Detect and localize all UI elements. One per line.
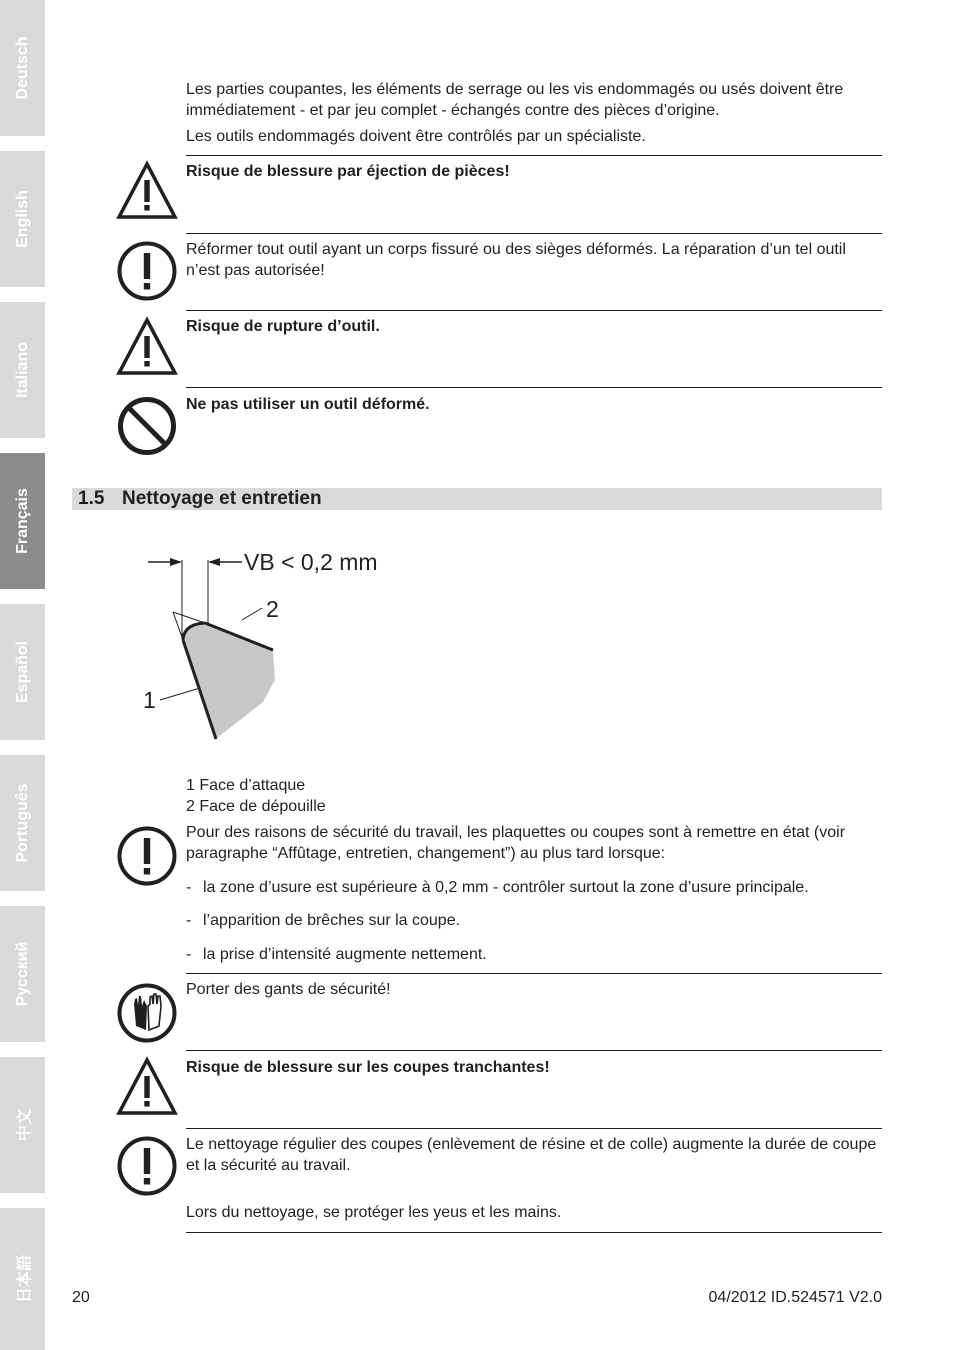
sidebar-tab-deutsch[interactable] [0,0,45,136]
mandatory-exclamation-icon [116,1135,178,1197]
bullet-dash: - [186,879,192,896]
document-id: 04/2012 ID.524571 V2.0 [708,1289,882,1306]
arrow-left-icon [208,558,220,566]
intro-paragraph-1: Les parties coupantes, les éléments de serrage ou les vis endommagés ou usés doivent être immédiatement - et par jeu complet - échangés contre des pièces d’origine. [186,81,844,119]
warning-triangle-icon [116,316,178,378]
sidebar-tab-chinese[interactable] [0,1057,45,1193]
arrow-right-icon [170,558,182,566]
sidebar-tab-espanol[interactable] [0,604,45,740]
wear-limit-label: VB < 0,2 mm [244,549,378,575]
sidebar-tab-italiano[interactable] [0,302,45,438]
sidebar-tab-label: Español [13,640,31,704]
divider [186,387,882,388]
sidebar-tab-label: Deutsch [13,36,31,100]
notice-cleaning: Le nettoyage régulier des coupes (enlèvement de résine et de colle) augmente la durée de coupe et la sécurité au travail. [186,1136,877,1174]
sidebar-tab-label: Português [13,783,31,863]
sidebar-tab-label: 中文 [16,1108,33,1142]
list-item: la prise d’intensité augmente nettement. [203,946,487,963]
list-item: la zone d’usure est supérieure à 0,2 mm - contrôler surtout la zone d’usure principale. [203,879,809,896]
gloves-icon [116,982,178,1044]
sidebar-tab-label: English [13,190,31,248]
notice-cut-risk: Risque de blessure sur les coupes tranchantes! [186,1059,550,1076]
divider [186,155,882,156]
maintenance-intro: Pour des raisons de sécurité du travail, les plaquettes ou coupes sont à remettre en état (voir paragraphe “Affûtage, entretien, changement”) au plus tard lorsque: [186,824,846,862]
divider [186,233,882,234]
sidebar-tab-english[interactable] [0,151,45,287]
sidebar-tab-japanese[interactable] [0,1208,45,1350]
sidebar-tab-russian[interactable] [0,906,45,1042]
notice-gloves: Porter des gants de sécurité! [186,981,391,998]
callout-1: 1 [143,687,156,713]
notice-reform-tool: Réformer tout outil ayant un corps fissuré ou des sièges déformés. La réparation d’un tel outil n’est pas autorisée! [186,241,846,279]
sidebar-tab-label: Русский [13,941,31,1007]
sidebar-tab-label: 日本語 [16,1254,33,1304]
divider [186,310,882,311]
sidebar-tab-francais[interactable] [0,453,45,589]
divider [186,1050,882,1051]
warning-triangle-icon [116,1056,178,1118]
legend-item-1: 1 Face d’attaque [186,777,306,794]
bullet-dash: - [186,912,192,929]
notice-breakage-risk: Risque de rupture d’outil. [186,318,380,335]
sidebar-tab-label: Français [13,488,31,554]
mandatory-exclamation-icon [116,825,178,887]
list-item: l’apparition de brêches sur la coupe. [203,912,461,929]
legend-item-2: 2 Face de dépouille [186,798,326,815]
section-heading [72,488,882,510]
wear-diagram [130,540,410,750]
section-title: Nettoyage et entretien [122,488,322,509]
notice-protect: Lors du nettoyage, se protéger les yeus et les mains. [186,1204,562,1221]
prohibition-icon [116,395,178,457]
mandatory-exclamation-icon [116,240,178,302]
page-number: 20 [72,1289,90,1306]
divider [186,1128,882,1129]
sidebar-tab-label: Italiano [13,341,31,399]
divider [186,1232,882,1233]
divider [186,973,882,974]
notice-ejection-risk: Risque de blessure par éjection de pièces! [186,163,510,180]
sidebar-tab-portugues[interactable] [0,755,45,891]
callout-2: 2 [266,596,279,622]
intro-paragraph-2: Les outils endommagés doivent être contrôlés par un spécialiste. [186,128,646,145]
bullet-dash: - [186,946,192,963]
section-number: 1.5 [78,488,105,509]
warning-triangle-icon [116,160,178,222]
notice-no-deformed-tool: Ne pas utiliser un outil déformé. [186,396,430,413]
